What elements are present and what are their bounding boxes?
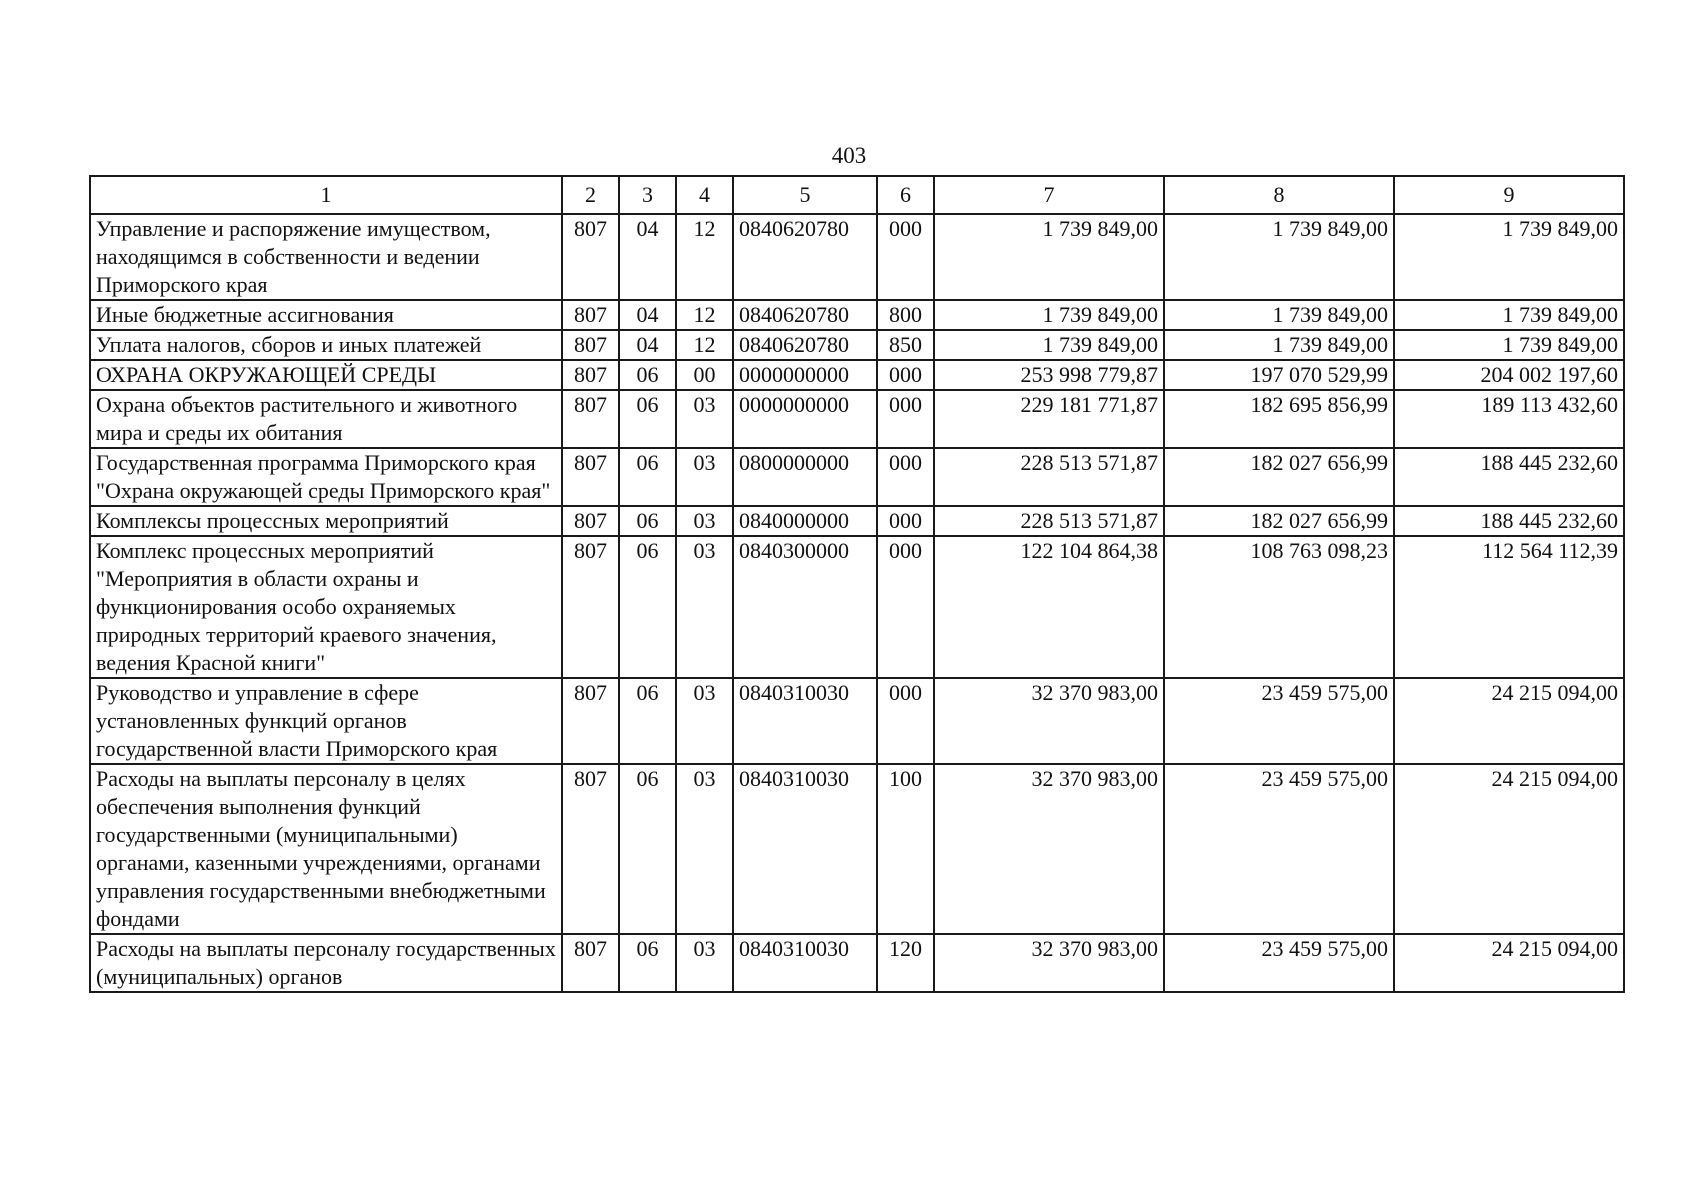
row-name: Расходы на выплаты персоналу государственных (муниципальных) органов xyxy=(90,934,562,992)
row-name: Государственная программа Приморского края "Охрана окружающей среды Приморского края" xyxy=(90,448,562,506)
row-name: Иные бюджетные ассигнования xyxy=(90,300,562,330)
row-code-5: 0840310030 xyxy=(733,764,877,934)
row-code-2: 807 xyxy=(562,934,619,992)
row-code-5: 0840300000 xyxy=(733,536,877,678)
row-code-4: 12 xyxy=(676,330,733,360)
row-code-5: 0840310030 xyxy=(733,678,877,764)
row-amount-7: 32 370 983,00 xyxy=(934,764,1164,934)
table-row xyxy=(90,536,1624,678)
row-amount-7: 32 370 983,00 xyxy=(934,934,1164,992)
row-code-2: 807 xyxy=(562,214,619,300)
row-amount-8: 182 027 656,99 xyxy=(1164,448,1394,506)
row-code-3: 06 xyxy=(619,360,676,390)
row-name: Охрана объектов растительного и животного мира и среды их обитания xyxy=(90,390,562,448)
row-amount-8: 1 739 849,00 xyxy=(1164,300,1394,330)
row-amount-7: 229 181 771,87 xyxy=(934,390,1164,448)
row-amount-9: 24 215 094,00 xyxy=(1394,764,1624,934)
table-body xyxy=(90,214,1624,992)
row-code-3: 06 xyxy=(619,390,676,448)
table-row xyxy=(90,360,1624,390)
row-name: Расходы на выплаты персоналу в целях обеспечения выполнения функций государственными (муниципальными) органами, казенными учреждениями, органами управления государственными внебюджетными фондами xyxy=(90,764,562,934)
table-row xyxy=(90,330,1624,360)
row-amount-9: 189 113 432,60 xyxy=(1394,390,1624,448)
table-row xyxy=(90,300,1624,330)
row-code-6: 120 xyxy=(877,934,934,992)
row-code-4: 03 xyxy=(676,390,733,448)
row-code-6: 800 xyxy=(877,300,934,330)
row-code-5: 0000000000 xyxy=(733,390,877,448)
table-row xyxy=(90,764,1624,934)
column-header-8: 8 xyxy=(1164,176,1394,214)
row-code-4: 12 xyxy=(676,214,733,300)
row-code-4: 03 xyxy=(676,678,733,764)
row-code-6: 000 xyxy=(877,390,934,448)
row-code-5: 0800000000 xyxy=(733,448,877,506)
column-header-7: 7 xyxy=(934,176,1164,214)
table-row xyxy=(90,448,1624,506)
row-code-3: 06 xyxy=(619,678,676,764)
row-amount-7: 253 998 779,87 xyxy=(934,360,1164,390)
row-amount-7: 1 739 849,00 xyxy=(934,300,1164,330)
row-code-3: 06 xyxy=(619,934,676,992)
row-amount-8: 108 763 098,23 xyxy=(1164,536,1394,678)
row-code-4: 03 xyxy=(676,934,733,992)
row-amount-7: 1 739 849,00 xyxy=(934,330,1164,360)
row-amount-9: 1 739 849,00 xyxy=(1394,214,1624,300)
table-row xyxy=(90,506,1624,536)
row-code-5: 0840620780 xyxy=(733,300,877,330)
row-code-4: 03 xyxy=(676,764,733,934)
row-code-2: 807 xyxy=(562,360,619,390)
table-row xyxy=(90,678,1624,764)
row-name: Управление и распоряжение имуществом, находящимся в собственности и ведении Приморского края xyxy=(90,214,562,300)
column-header-2: 2 xyxy=(562,176,619,214)
row-name: Руководство и управление в сфере установленных функций органов государственной власти Приморского края xyxy=(90,678,562,764)
row-code-5: 0840310030 xyxy=(733,934,877,992)
row-amount-9: 204 002 197,60 xyxy=(1394,360,1624,390)
row-code-3: 06 xyxy=(619,506,676,536)
row-code-2: 807 xyxy=(562,330,619,360)
row-amount-8: 182 695 856,99 xyxy=(1164,390,1394,448)
column-header-9: 9 xyxy=(1394,176,1624,214)
row-code-3: 06 xyxy=(619,448,676,506)
row-amount-9: 188 445 232,60 xyxy=(1394,506,1624,536)
row-code-6: 000 xyxy=(877,360,934,390)
row-code-4: 12 xyxy=(676,300,733,330)
row-amount-9: 1 739 849,00 xyxy=(1394,300,1624,330)
row-code-4: 00 xyxy=(676,360,733,390)
row-amount-7: 228 513 571,87 xyxy=(934,448,1164,506)
row-code-4: 03 xyxy=(676,448,733,506)
row-code-2: 807 xyxy=(562,506,619,536)
row-amount-9: 24 215 094,00 xyxy=(1394,678,1624,764)
row-amount-8: 23 459 575,00 xyxy=(1164,764,1394,934)
column-header-5: 5 xyxy=(733,176,877,214)
column-header-1: 1 xyxy=(90,176,562,214)
row-name: Уплата налогов, сборов и иных платежей xyxy=(90,330,562,360)
row-code-2: 807 xyxy=(562,390,619,448)
row-amount-7: 32 370 983,00 xyxy=(934,678,1164,764)
row-amount-7: 1 739 849,00 xyxy=(934,214,1164,300)
row-code-5: 0840620780 xyxy=(733,214,877,300)
row-amount-8: 1 739 849,00 xyxy=(1164,330,1394,360)
row-code-6: 000 xyxy=(877,536,934,678)
row-amount-8: 23 459 575,00 xyxy=(1164,678,1394,764)
row-code-3: 04 xyxy=(619,330,676,360)
row-code-6: 000 xyxy=(877,448,934,506)
row-amount-8: 182 027 656,99 xyxy=(1164,506,1394,536)
row-code-2: 807 xyxy=(562,764,619,934)
row-amount-9: 1 739 849,00 xyxy=(1394,330,1624,360)
row-code-4: 03 xyxy=(676,536,733,678)
row-code-2: 807 xyxy=(562,448,619,506)
row-amount-9: 188 445 232,60 xyxy=(1394,448,1624,506)
row-name: Комплекс процессных мероприятий "Мероприятия в области охраны и функционирования особо охраняемых природных территорий краевого значения, ведения Красной книги" xyxy=(90,536,562,678)
row-code-3: 06 xyxy=(619,764,676,934)
row-name: Комплексы процессных мероприятий xyxy=(90,506,562,536)
table-row xyxy=(90,934,1624,992)
row-amount-7: 122 104 864,38 xyxy=(934,536,1164,678)
row-amount-8: 23 459 575,00 xyxy=(1164,934,1394,992)
row-code-5: 0840000000 xyxy=(733,506,877,536)
row-name: ОХРАНА ОКРУЖАЮЩЕЙ СРЕДЫ xyxy=(90,360,562,390)
table-row xyxy=(90,390,1624,448)
page-number: 403 xyxy=(831,143,867,168)
row-code-5: 0840620780 xyxy=(733,330,877,360)
row-code-3: 04 xyxy=(619,214,676,300)
row-amount-8: 1 739 849,00 xyxy=(1164,214,1394,300)
row-code-6: 100 xyxy=(877,764,934,934)
row-amount-9: 112 564 112,39 xyxy=(1394,536,1624,678)
column-header-4: 4 xyxy=(676,176,733,214)
row-code-4: 03 xyxy=(676,506,733,536)
row-code-2: 807 xyxy=(562,678,619,764)
table-row xyxy=(90,214,1624,300)
table-header-row xyxy=(90,176,1624,214)
row-code-3: 04 xyxy=(619,300,676,330)
row-code-6: 850 xyxy=(877,330,934,360)
row-code-2: 807 xyxy=(562,536,619,678)
row-code-3: 06 xyxy=(619,536,676,678)
row-code-5: 0000000000 xyxy=(733,360,877,390)
budget-table xyxy=(89,175,1625,993)
row-code-2: 807 xyxy=(562,300,619,330)
row-amount-7: 228 513 571,87 xyxy=(934,506,1164,536)
row-amount-9: 24 215 094,00 xyxy=(1394,934,1624,992)
column-header-6: 6 xyxy=(877,176,934,214)
row-code-6: 000 xyxy=(877,678,934,764)
row-code-6: 000 xyxy=(877,506,934,536)
row-amount-8: 197 070 529,99 xyxy=(1164,360,1394,390)
row-code-6: 000 xyxy=(877,214,934,300)
column-header-3: 3 xyxy=(619,176,676,214)
